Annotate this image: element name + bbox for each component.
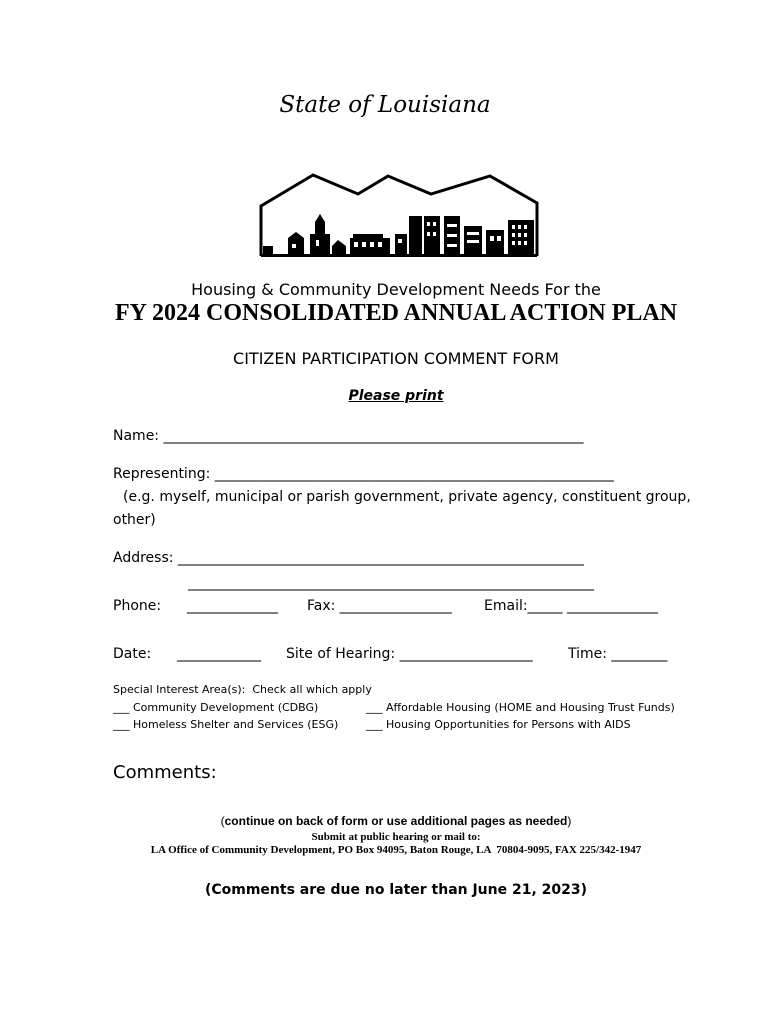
date-label: Date: (113, 646, 152, 662)
town-skyline-icon (258, 172, 540, 262)
fax-field[interactable]: Fax: ________________ (307, 598, 452, 614)
option-hopwa[interactable]: ___ Housing Opportunities for Persons with AIDS (366, 718, 631, 731)
option-affordable-housing[interactable]: ___ Affordable Housing (HOME and Housing Trust Funds) (366, 701, 675, 714)
address-line-2[interactable]: __________________________________________________________ (188, 575, 594, 591)
comments-heading: Comments: (113, 762, 217, 783)
continue-open: ( (220, 814, 225, 828)
state-title: State of Louisiana (279, 92, 491, 118)
mailing-address: LA Office of Community Development, PO Box 94095, Baton Rouge, LA 70804-9095, FAX 225/342-1947 (150, 844, 642, 856)
option-cdbg[interactable]: ___ Community Development (CDBG) (113, 701, 319, 714)
name-field[interactable]: Name: ____________________________________________________________ (113, 428, 584, 444)
continue-note (0, 814, 770, 828)
please-print-note: Please print (348, 388, 444, 404)
special-interest-heading: Special Interest Area(s): Check all which apply (113, 683, 372, 696)
phone-field[interactable]: _____________ (187, 598, 278, 614)
address-field[interactable]: Address: __________________________________________________________ (113, 550, 584, 566)
continue-close: ) (567, 814, 572, 828)
main-title: FY 2024 CONSOLIDATED ANNUAL ACTION PLAN (114, 300, 678, 326)
time-field[interactable]: Time: ________ (568, 646, 668, 662)
representing-note-cont: other) (113, 512, 156, 528)
site-of-hearing-field[interactable]: Site of Hearing: ___________________ (286, 646, 533, 662)
continue-text: continue on back of form or use additional pages as needed (224, 814, 568, 828)
representing-note: (e.g. myself, municipal or parish government, private agency, constituent group, (123, 489, 691, 505)
date-field[interactable]: ____________ (177, 646, 261, 662)
representing-field[interactable]: Representing: _________________________________________________________ (113, 466, 614, 482)
phone-label: Phone: (113, 598, 162, 614)
option-esg[interactable]: ___ Homeless Shelter and Services (ESG) (113, 718, 339, 731)
due-date-note: (Comments are due no later than June 21, 2023) (204, 882, 588, 898)
submit-instructions: Submit at public hearing or mail to: (311, 831, 481, 843)
subtitle: Housing & Community Development Needs For the (191, 280, 601, 299)
email-field[interactable]: Email:_____ _____________ (484, 598, 659, 614)
form-title: CITIZEN PARTICIPATION COMMENT FORM (233, 349, 559, 368)
